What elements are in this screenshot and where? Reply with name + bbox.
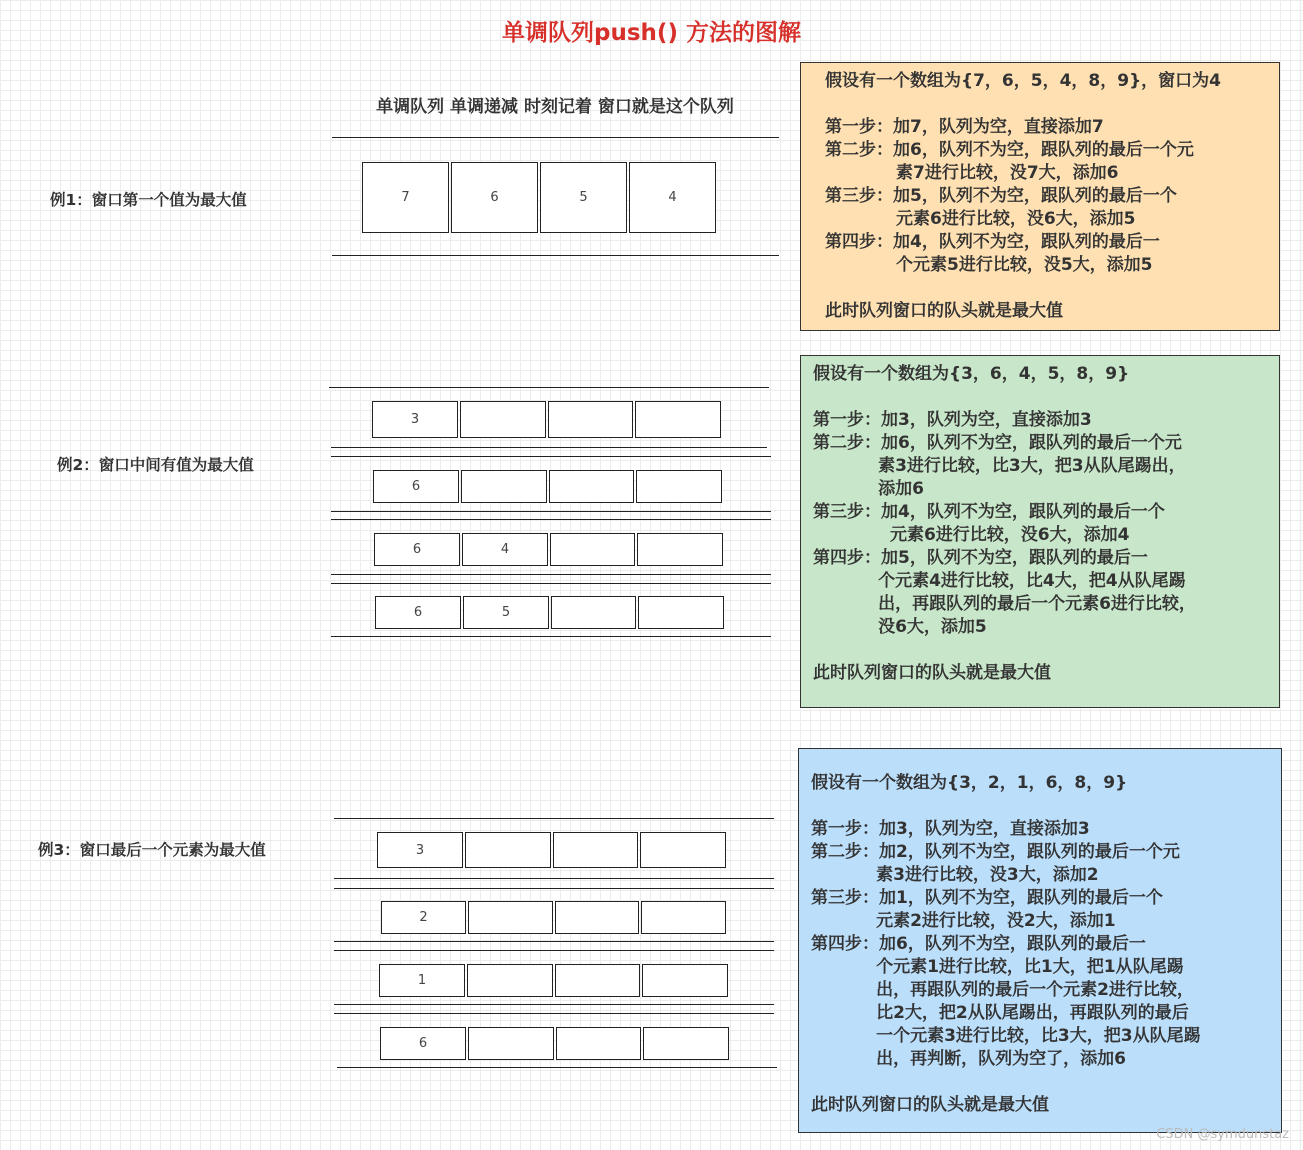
diagram-title: 单调队列push() 方法的图解	[502, 20, 801, 46]
queue-bottom-line	[334, 878, 774, 879]
example-3-queue-step-1	[377, 832, 726, 868]
queue-cell	[467, 964, 553, 997]
queue-top-line	[334, 950, 774, 951]
note-line: 元素6进行比较，没6大，添加5	[825, 209, 1136, 229]
queue-cell	[549, 470, 634, 503]
note-blank-line	[825, 93, 1267, 116]
queue-top-line	[331, 519, 771, 520]
queue-cell: 6	[373, 470, 459, 503]
queue-cell	[551, 596, 636, 629]
queue-top-line	[334, 818, 774, 819]
note-line: 此时队列窗口的队头就是最大值	[811, 1095, 1049, 1115]
example-3-queue-step-2	[381, 901, 726, 934]
queue-cell: 1	[379, 964, 465, 997]
note-line: 假设有一个数组为{7，6，5，4，8，9}，窗口为4	[825, 71, 1222, 91]
queue-cell	[555, 901, 639, 934]
queue-cell: 6	[451, 162, 538, 233]
note-line: 第四步：加6，队列不为空，跟队列的最后一	[811, 934, 1146, 954]
queue-cell: 6	[374, 533, 460, 566]
note-line: 第三步：加5，队列不为空，跟队列的最后一个	[825, 186, 1177, 206]
queue-cell	[465, 832, 551, 868]
queue-cell: 7	[362, 162, 449, 233]
note-line: 第四步：加4，队列不为空，跟队列的最后一	[825, 232, 1160, 252]
note-line: 出，再跟队列的最后一个元素2进行比较，	[811, 980, 1194, 1000]
note-line: 第二步：加6，队列不为空，跟队列的最后一个元	[825, 140, 1194, 160]
queue-cell	[553, 832, 638, 868]
note-blank-line	[811, 1071, 1269, 1094]
note-blank-line	[811, 795, 1269, 818]
note-line: 第四步：加5，队列不为空，跟队列的最后一	[813, 548, 1148, 568]
queue-cell: 4	[629, 162, 716, 233]
queue-top-line	[334, 888, 774, 889]
note-line: 素3进行比较，没3大，添加2	[811, 865, 1099, 885]
queue-bottom-line	[331, 574, 771, 575]
queue-cell	[642, 964, 728, 997]
note-line: 第二步：加6，队列不为空，跟队列的最后一个元	[813, 433, 1182, 453]
queue-cell	[461, 470, 547, 503]
queue-cell: 3	[372, 401, 458, 438]
note-blank-line	[813, 386, 1267, 409]
example-3-label: 例3：窗口最后一个元素为最大值	[38, 841, 266, 859]
note-line: 第三步：加4，队列不为空，跟队列的最后一个	[813, 502, 1165, 522]
queue-top-line	[329, 387, 769, 388]
note-line: 一个元素3进行比较，比3大，把3从队尾踢	[811, 1026, 1201, 1046]
queue-cell	[640, 832, 726, 868]
note-line: 元素2进行比较，没2大，添加1	[811, 911, 1116, 931]
note-line: 第一步：加3，队列为空，直接添加3	[813, 410, 1092, 430]
queue-cell	[635, 401, 721, 438]
example-1-queue	[362, 162, 718, 233]
queue-cell	[637, 533, 723, 566]
queue-cell	[636, 470, 722, 503]
note-line: 出，再跟队列的最后一个元素6进行比较，	[813, 594, 1196, 614]
diagram-subtitle: 单调队列 单调递减 时刻记着 窗口就是这个队列	[376, 97, 734, 117]
note-line: 个元素4进行比较，比4大，把4从队尾踢	[813, 571, 1186, 591]
note-line: 比2大，把2从队尾踢出，再跟队列的最后	[811, 1003, 1189, 1023]
queue-cell	[556, 1027, 641, 1060]
note-line: 此时队列窗口的队头就是最大值	[813, 663, 1051, 683]
example-2-queue-step-4	[375, 596, 724, 629]
example-3-note	[798, 748, 1282, 1133]
queue-cell: 6	[375, 596, 461, 629]
queue-cell	[468, 901, 553, 934]
note-line: 出，再判断，队列为空了，添加6	[811, 1049, 1126, 1069]
note-line: 素7进行比较，没7大，添加6	[825, 163, 1119, 183]
queue-top-line	[334, 1013, 774, 1014]
note-line: 添加6	[813, 479, 924, 499]
example-2-note	[800, 355, 1280, 708]
queue-bottom-line	[331, 447, 767, 448]
queue-cell	[460, 401, 546, 438]
queue-cell	[641, 901, 726, 934]
queue-cell	[638, 596, 724, 629]
example-3-queue-step-4	[380, 1027, 729, 1060]
note-line: 假设有一个数组为{3，2，1，6，8，9}	[811, 773, 1128, 793]
example-2-queue-step-1	[372, 401, 721, 438]
note-line: 元素6进行比较，没6大，添加4	[813, 525, 1130, 545]
example-3-queue-step-3	[379, 964, 728, 997]
queue-bottom-line	[334, 941, 774, 942]
queue-bottom-line	[332, 255, 779, 256]
queue-bottom-line	[331, 511, 771, 512]
queue-cell: 5	[540, 162, 627, 233]
note-line: 个元素5进行比较，没5大，添加5	[825, 255, 1153, 275]
note-line: 此时队列窗口的队头就是最大值	[825, 301, 1063, 321]
note-blank-line	[813, 639, 1267, 662]
note-line: 素3进行比较，比3大，把3从队尾踢出，	[813, 456, 1186, 476]
note-line: 第二步：加2，队列不为空，跟队列的最后一个元	[811, 842, 1180, 862]
example-2-queue-step-3	[374, 533, 723, 566]
queue-cell	[555, 964, 640, 997]
note-line: 第一步：加7，队列为空，直接添加7	[825, 117, 1104, 137]
queue-top-line	[331, 456, 771, 457]
queue-cell: 2	[381, 901, 466, 934]
queue-cell: 5	[463, 596, 549, 629]
queue-top-line	[332, 137, 779, 138]
queue-cell: 3	[377, 832, 463, 868]
note-blank-line	[825, 277, 1267, 300]
note-line: 假设有一个数组为{3，6，4，5，8，9}	[813, 364, 1130, 384]
queue-cell	[468, 1027, 554, 1060]
note-line: 没6大，添加5	[813, 617, 987, 637]
example-1-note	[800, 62, 1280, 331]
queue-cell: 6	[380, 1027, 466, 1060]
queue-cell	[550, 533, 635, 566]
note-line: 个元素1进行比较，比1大，把1从队尾踢	[811, 957, 1184, 977]
queue-cell	[548, 401, 633, 438]
example-1-label: 例1：窗口第一个值为最大值	[50, 191, 247, 209]
queue-cell	[643, 1027, 729, 1060]
example-2-label: 例2：窗口中间有值为最大值	[57, 456, 254, 474]
note-line: 第一步：加3，队列为空，直接添加3	[811, 819, 1090, 839]
note-line: 第三步：加1，队列不为空，跟队列的最后一个	[811, 888, 1163, 908]
queue-bottom-line	[337, 1067, 777, 1068]
queue-bottom-line	[331, 636, 771, 637]
example-2-queue-step-2	[373, 470, 722, 503]
watermark: CSDN @symdunstaz	[1156, 1127, 1289, 1142]
queue-top-line	[331, 583, 771, 584]
queue-cell: 4	[462, 533, 548, 566]
queue-bottom-line	[334, 1004, 774, 1005]
